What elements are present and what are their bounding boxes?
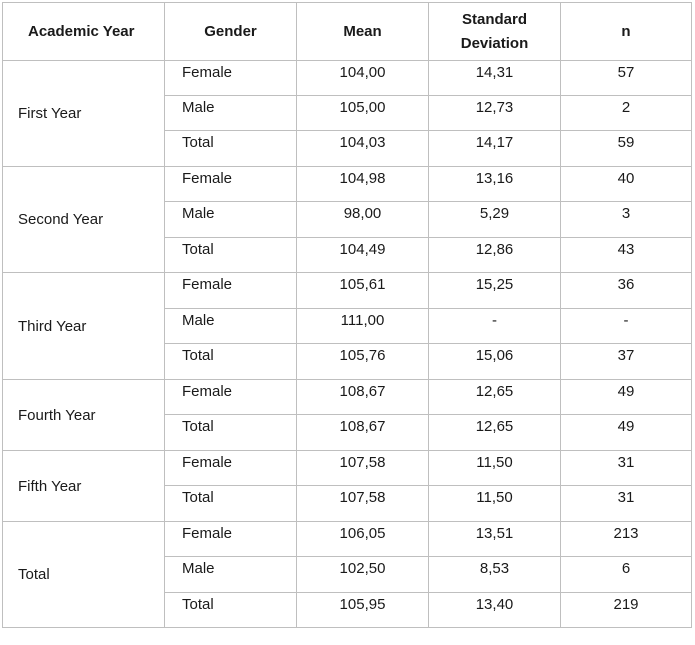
n-cell: 6 — [561, 557, 692, 593]
gender-cell: Female — [165, 522, 297, 557]
gender-cell: Male — [165, 96, 297, 131]
n-cell: - — [561, 309, 692, 344]
header-row — [3, 3, 692, 61]
n-cell: 59 — [561, 131, 692, 167]
mean-cell: 107,58 — [297, 451, 429, 486]
mean-cell: 107,58 — [297, 486, 429, 522]
sd-cell: 15,25 — [429, 273, 561, 309]
gender-cell: Female — [165, 167, 297, 202]
year-cell: Total — [3, 522, 165, 628]
gender-cell: Female — [165, 273, 297, 309]
sd-cell: 15,06 — [429, 344, 561, 380]
table-row — [3, 167, 692, 202]
year-cell: First Year — [3, 61, 165, 167]
n-cell: 49 — [561, 415, 692, 451]
n-cell: 3 — [561, 202, 692, 238]
mean-cell: 104,00 — [297, 61, 429, 96]
mean-cell: 104,98 — [297, 167, 429, 202]
gender-cell: Male — [165, 309, 297, 344]
sd-cell: 5,29 — [429, 202, 561, 238]
n-cell: 36 — [561, 273, 692, 309]
mean-cell: 105,95 — [297, 593, 429, 628]
gender-cell: Total — [165, 486, 297, 522]
sd-cell: 11,50 — [429, 486, 561, 522]
mean-cell: 105,76 — [297, 344, 429, 380]
mean-cell: 111,00 — [297, 309, 429, 344]
sd-cell: 13,40 — [429, 593, 561, 628]
n-cell: 40 — [561, 167, 692, 202]
year-cell: Fifth Year — [3, 451, 165, 522]
statistics-table — [2, 2, 692, 628]
sd-cell: 12,73 — [429, 96, 561, 131]
table-row — [3, 380, 692, 415]
mean-cell: 105,61 — [297, 273, 429, 309]
header-academic-year: Academic Year — [3, 3, 165, 61]
header-gender: Gender — [165, 3, 297, 61]
n-cell: 37 — [561, 344, 692, 380]
n-cell: 213 — [561, 522, 692, 557]
sd-cell: 13,16 — [429, 167, 561, 202]
sd-cell: 11,50 — [429, 451, 561, 486]
gender-cell: Female — [165, 380, 297, 415]
mean-cell: 98,00 — [297, 202, 429, 238]
mean-cell: 108,67 — [297, 415, 429, 451]
gender-cell: Total — [165, 593, 297, 628]
table-row — [3, 522, 692, 557]
n-cell: 43 — [561, 238, 692, 273]
sd-cell: 14,17 — [429, 131, 561, 167]
mean-cell: 105,00 — [297, 96, 429, 131]
mean-cell: 102,50 — [297, 557, 429, 593]
n-cell: 31 — [561, 486, 692, 522]
n-cell: 219 — [561, 593, 692, 628]
mean-cell: 104,03 — [297, 131, 429, 167]
year-cell: Fourth Year — [3, 380, 165, 451]
gender-cell: Total — [165, 131, 297, 167]
sd-cell: 13,51 — [429, 522, 561, 557]
sd-cell: 14,31 — [429, 61, 561, 96]
year-cell: Third Year — [3, 273, 165, 380]
sd-cell: 12,65 — [429, 415, 561, 451]
gender-cell: Male — [165, 202, 297, 238]
header-standard-deviation: Standard Deviation — [429, 3, 561, 61]
sd-cell: 8,53 — [429, 557, 561, 593]
n-cell: 57 — [561, 61, 692, 96]
sd-cell: - — [429, 309, 561, 344]
table-row — [3, 61, 692, 96]
n-cell: 2 — [561, 96, 692, 131]
header-mean: Mean — [297, 3, 429, 61]
header-n: n — [561, 3, 692, 61]
mean-cell: 104,49 — [297, 238, 429, 273]
sd-cell: 12,86 — [429, 238, 561, 273]
gender-cell: Female — [165, 61, 297, 96]
table-row — [3, 451, 692, 486]
table-row — [3, 273, 692, 309]
mean-cell: 106,05 — [297, 522, 429, 557]
sd-cell: 12,65 — [429, 380, 561, 415]
gender-cell: Total — [165, 415, 297, 451]
gender-cell: Male — [165, 557, 297, 593]
mean-cell: 108,67 — [297, 380, 429, 415]
gender-cell: Total — [165, 238, 297, 273]
gender-cell: Female — [165, 451, 297, 486]
n-cell: 49 — [561, 380, 692, 415]
n-cell: 31 — [561, 451, 692, 486]
year-cell: Second Year — [3, 167, 165, 273]
gender-cell: Total — [165, 344, 297, 380]
